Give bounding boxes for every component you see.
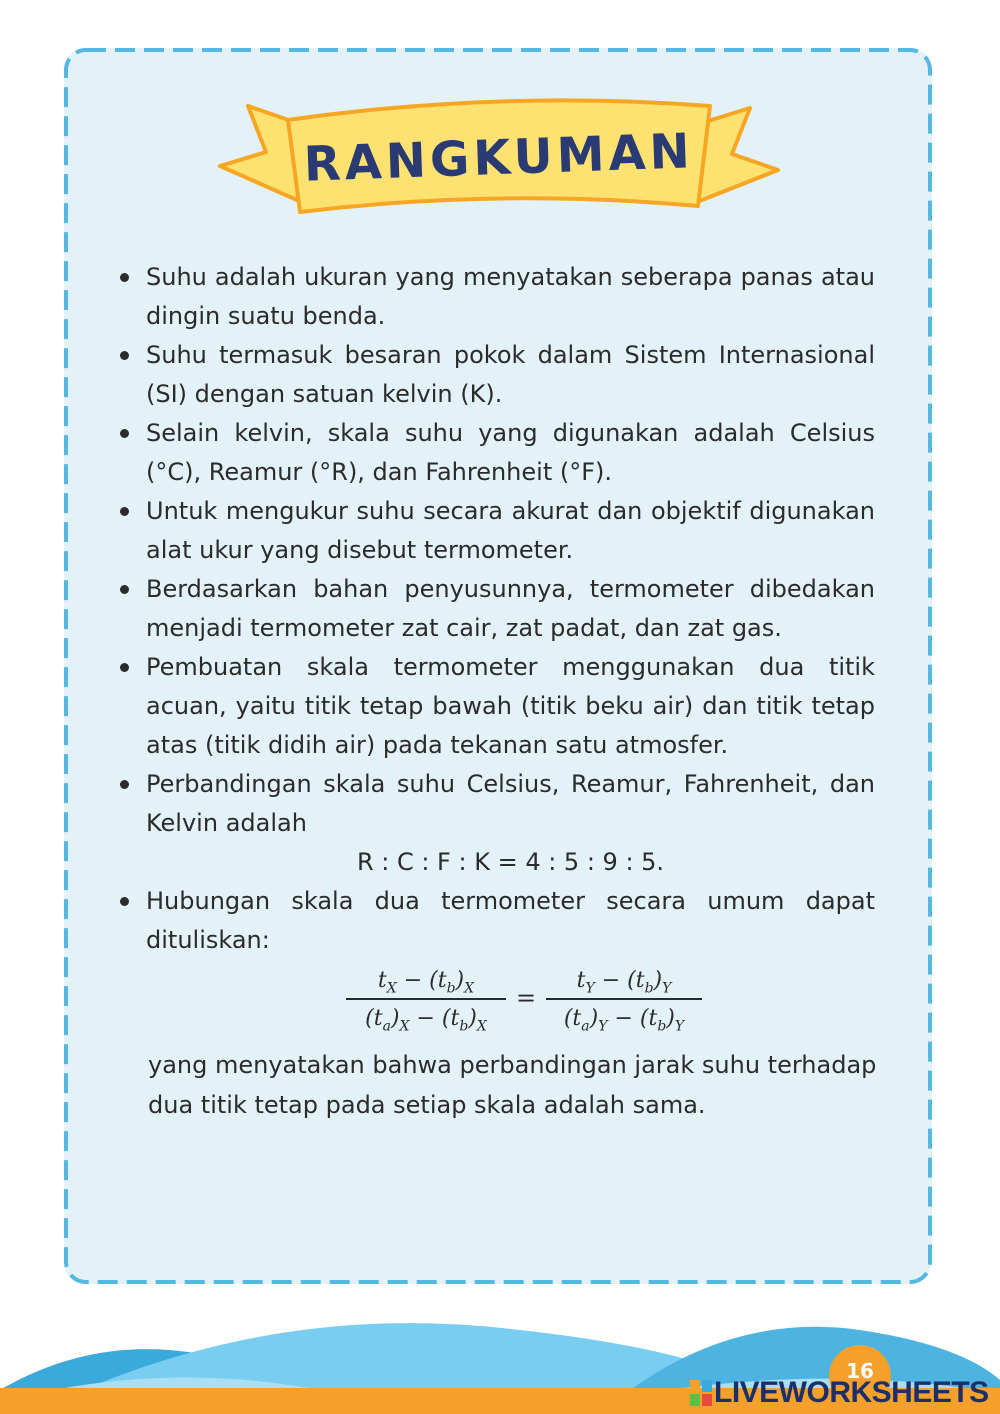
liveworksheets-watermark (690, 1374, 989, 1410)
list-item (118, 336, 875, 414)
banner-title: RANGKUMAN (302, 123, 695, 193)
list-item (118, 648, 875, 765)
list-item-text: Suhu termasuk besaran pokok dalam Sistem Internasional (SI) dengan satuan kelvin (K). (146, 341, 875, 408)
right-numerator: $t_Y - (t_b)_Y$ (576, 968, 672, 997)
bullet-dot (120, 897, 129, 906)
list-item (118, 414, 875, 492)
formula-left-fraction (346, 964, 506, 1036)
bullet-dot (120, 780, 129, 789)
closing-paragraph: yang menyatakan bahwa perbandingan jarak suhu terhadap dua titik tetap pada setiap skala adalah sama. (148, 1051, 877, 1119)
list-item (118, 492, 875, 570)
list-item-text: Perbandingan skala suhu Celsius, Reamur, Fahrenheit, dan Kelvin adalah (146, 770, 875, 837)
formula-equals: = (516, 984, 537, 1012)
list-item-text: Untuk mengukur suhu secara akurat dan objektif digunakan alat ukur yang disebut termometer. (146, 497, 875, 564)
title-ribbon (218, 96, 780, 226)
bullet-dot (120, 429, 129, 438)
formula-right-fraction (546, 964, 702, 1036)
bullet-dot (120, 663, 129, 672)
left-numerator: $t_X - (t_b)_X$ (377, 968, 475, 997)
summary-list (118, 258, 875, 960)
bullet-dot (120, 351, 129, 360)
list-item-text: Suhu adalah ukuran yang menyatakan seberapa panas atau dingin suatu benda. (146, 263, 875, 330)
scale-ratio: R : C : F : K = 4 : 5 : 9 : 5. (356, 848, 665, 876)
bullet-dot (120, 585, 129, 594)
list-item (118, 258, 875, 336)
list-item (118, 765, 875, 882)
right-denominator: $(t_a)_Y - (t_b)_Y$ (563, 1005, 685, 1034)
bullet-dot (120, 507, 129, 516)
scale-relation-formula (346, 964, 706, 1036)
list-item (118, 882, 875, 960)
list-item-text: Hubungan skala dua termometer secara umum dapat dituliskan: (146, 887, 875, 954)
page-number-badge: 16 (829, 1345, 891, 1407)
left-denominator: $(t_a)_X - (t_b)_X$ (365, 1005, 487, 1034)
list-item (118, 570, 875, 648)
liveworksheets-logo-icon (690, 1380, 712, 1406)
list-item-text: Selain kelvin, skala suhu yang digunakan adalah Celsius (°C), Reamur (°R), dan Fahrenheit (°F). (146, 419, 875, 486)
watermark-text: LIVEWORKSHEETS (714, 1376, 989, 1410)
bullet-dot (120, 273, 129, 282)
list-item-text: Berdasarkan bahan penyusunnya, termometer dibedakan menjadi termometer zat cair, zat padat, dan zat gas. (146, 575, 875, 642)
list-item-text: Pembuatan skala termometer menggunakan dua titik acuan, yaitu titik tetap bawah (titik beku air) dan titik tetap atas (titik didih air) pada tekanan satu atmosfer. (146, 653, 875, 759)
